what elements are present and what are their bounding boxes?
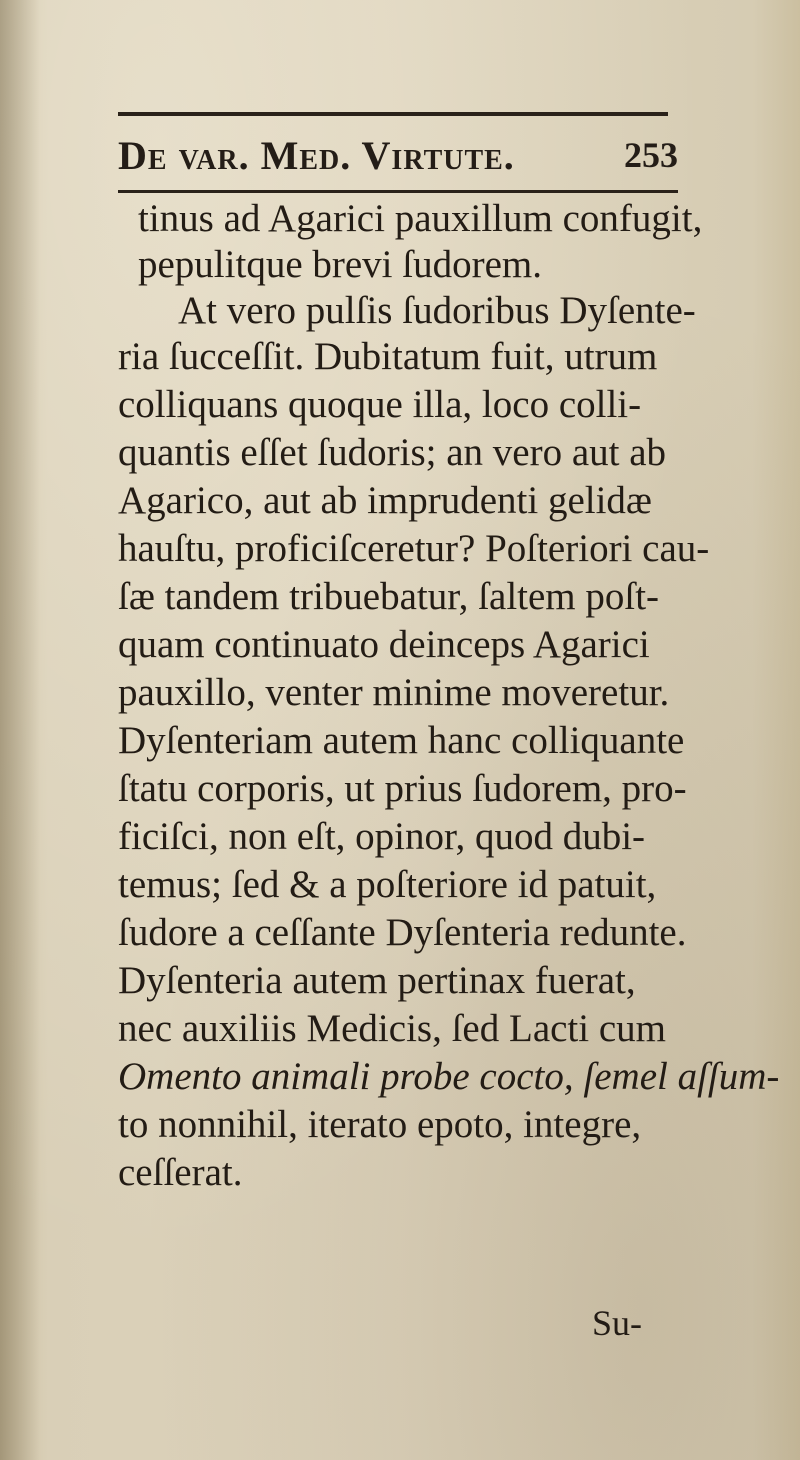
text-line: ceſſerat. xyxy=(118,1151,243,1194)
text-line: pauxillo, venter minime moveretur. xyxy=(118,671,670,714)
text-line: At vero pulſis ſudoribus Dyſente- xyxy=(178,289,696,332)
text-line: Dyſenteria autem pertinax fuerat, xyxy=(118,959,636,1002)
running-title: De var. Med. Virtute. xyxy=(118,132,515,178)
text-line: pepulitque brevi ſudorem. xyxy=(138,243,542,286)
page-edge-shadow xyxy=(0,0,40,1460)
text-line: temus; ſed & a poſteriore id patuit, xyxy=(118,863,657,906)
text-line: to nonnihil, iterato epoto, integre, xyxy=(118,1103,642,1146)
text-line: nec auxiliis Medicis, ſed Lacti cum xyxy=(118,1007,666,1050)
text-line: Dyſenteriam autem hanc colliquante xyxy=(118,719,685,762)
text-line: quam continuato deinceps Agarici xyxy=(118,623,650,666)
text-line: ſtatu corporis, ut prius ſudorem, pro- xyxy=(118,767,687,810)
text-line: hauſtu, proficiſceretur? Poſteriori cau- xyxy=(118,527,710,570)
catchword: Su- xyxy=(592,1303,643,1343)
text-line: quantis eſſet ſudoris; an vero aut ab xyxy=(118,431,667,474)
text-line: ſudore a ceſſante Dyſenteria redunte. xyxy=(118,911,687,954)
text-line: ſæ tandem tribuebatur, ſaltem poſt- xyxy=(118,575,660,618)
text-line: tinus ad Agarici pauxillum confugit, xyxy=(138,197,703,240)
text-line: ficiſci, non eſt, opinor, quod dubi- xyxy=(118,815,646,858)
text-line: colliquans quoque illa, loco colli- xyxy=(118,383,642,426)
text-line: Omento animali probe cocto, ſemel aſſum- xyxy=(118,1055,780,1098)
header-top-rule xyxy=(118,112,668,116)
page-number: 253 xyxy=(624,135,678,175)
text-line: ria ſucceſſit. Dubitatum fuit, utrum xyxy=(118,335,658,378)
header-bottom-rule xyxy=(118,190,678,193)
text-line: Agarico, aut ab imprudenti gelidæ xyxy=(118,479,652,522)
page-header xyxy=(118,124,678,186)
